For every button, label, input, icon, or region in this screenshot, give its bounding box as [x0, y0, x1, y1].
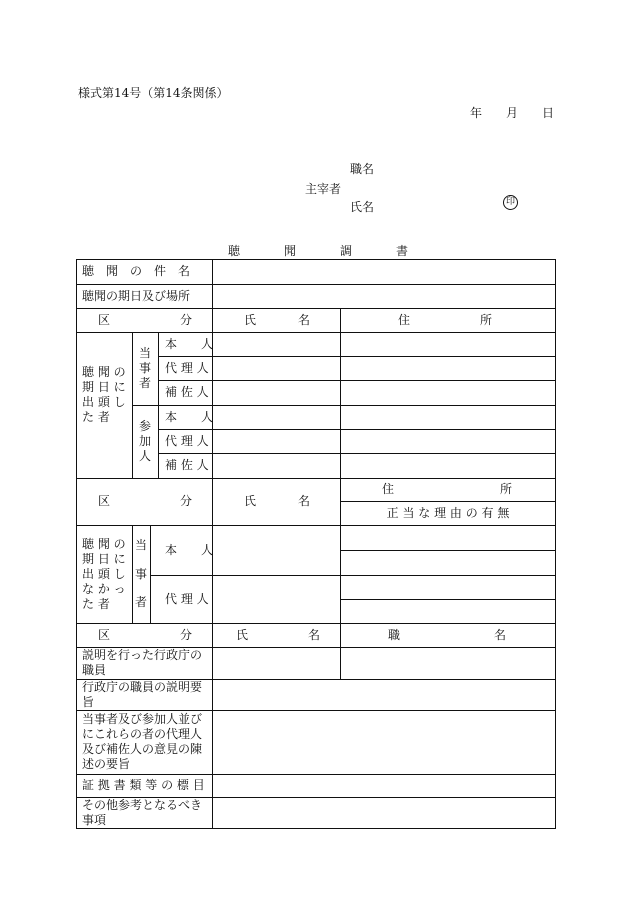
date-day-label: 日	[542, 106, 555, 120]
hearing-record-table	[76, 259, 556, 829]
header-char: 住	[398, 312, 411, 327]
header-char: 氏	[236, 627, 249, 642]
official-label: 説明を行った行政庁の職員	[82, 648, 203, 677]
name-label: 氏名	[350, 200, 375, 214]
seal-mark: 印	[503, 195, 518, 210]
header-char: 分	[179, 312, 192, 327]
form-number: 様式第14号（第14条関係）	[78, 86, 229, 100]
label-char: 事	[134, 566, 147, 581]
agent-label: 代 理 人	[165, 433, 209, 448]
header-char: 名	[307, 627, 320, 642]
title-char: 調	[339, 244, 352, 258]
label-line: な か っ	[82, 581, 126, 596]
evidence-label: 証 拠 書 類 等 の 標 目	[82, 778, 205, 792]
label-line: 出 頭 し	[82, 566, 126, 581]
header-char: 職	[388, 627, 401, 642]
label-line: た 者	[82, 410, 110, 424]
date-month-label: 月	[506, 106, 519, 120]
category-header	[98, 478, 192, 525]
absent-label	[82, 527, 130, 621]
title-char: 聴	[228, 244, 241, 258]
category-header	[98, 308, 192, 332]
header-char: 所	[499, 482, 512, 496]
header-char: 氏	[244, 494, 257, 508]
agent-label: 代 理 人	[165, 360, 209, 375]
position-header	[388, 623, 506, 647]
principal-label: 本 人	[165, 336, 214, 351]
participant-label	[132, 405, 158, 478]
header-char: 住	[382, 482, 395, 496]
header-char: 氏	[244, 312, 257, 327]
assistant-label: 補 佐 人	[165, 458, 209, 472]
date-year-label: 年	[470, 106, 483, 120]
date-place-label	[82, 284, 210, 308]
title-char: 聞	[283, 244, 296, 258]
position-label: 職名	[350, 162, 375, 176]
case-name-label	[82, 259, 206, 284]
valid-reason-header: 正 当 な 理 由 の 有 無	[386, 505, 510, 520]
header-char: 分	[179, 627, 192, 642]
header-char: 区	[98, 494, 111, 508]
principal-label: 本 人	[165, 542, 214, 557]
header-char: 名	[493, 627, 506, 642]
date-place-text: 聴聞の期日及び場所	[82, 288, 191, 303]
document-title	[228, 242, 408, 259]
label-char: 加	[138, 434, 151, 448]
label-char: 者	[138, 376, 151, 390]
category-header	[98, 623, 192, 647]
title-char: 書	[395, 244, 408, 258]
other-label: その他参考となるべき事項	[82, 798, 203, 827]
name-header	[244, 478, 310, 525]
label-char: 者	[134, 594, 147, 609]
presider-label: 主宰者	[305, 182, 342, 196]
label-line: 期 日 に	[82, 380, 126, 394]
explanation-label: 行政庁の職員の説明要旨	[82, 679, 203, 709]
address-header	[382, 478, 512, 501]
label-line: 出 頭 し	[82, 395, 126, 409]
label-char: 当	[134, 538, 147, 553]
agent-label: 代 理 人	[165, 591, 209, 606]
header-char: 所	[479, 312, 492, 327]
name-header	[236, 623, 320, 647]
party-label	[132, 525, 150, 623]
label-line: 聴 聞 の	[82, 365, 126, 379]
opinion-label: 当事者及び参加人並びにこれらの者の代理人及び補佐人の意見の陳述の要旨	[82, 712, 203, 771]
header-char: 名	[297, 494, 310, 508]
header-char: 区	[98, 312, 111, 327]
label-char: 事	[138, 361, 151, 375]
principal-label: 本 人	[165, 409, 214, 424]
header-char: 分	[179, 494, 192, 508]
party-label	[132, 332, 158, 405]
header-char: 区	[98, 627, 111, 642]
header-char: 名	[297, 312, 310, 327]
name-header	[244, 308, 310, 332]
address-header	[398, 308, 492, 332]
assistant-label: 補 佐 人	[165, 385, 209, 399]
label-line: た 者	[82, 596, 110, 611]
label-line: 聴 聞 の	[82, 536, 126, 551]
label-char: 参	[138, 419, 151, 433]
label-char: 人	[138, 449, 151, 463]
case-name-text: 聴 聞 の 件 名	[82, 264, 191, 278]
label-line: 期 日 に	[82, 551, 126, 566]
label-char: 当	[138, 346, 151, 360]
attended-label	[82, 355, 130, 435]
